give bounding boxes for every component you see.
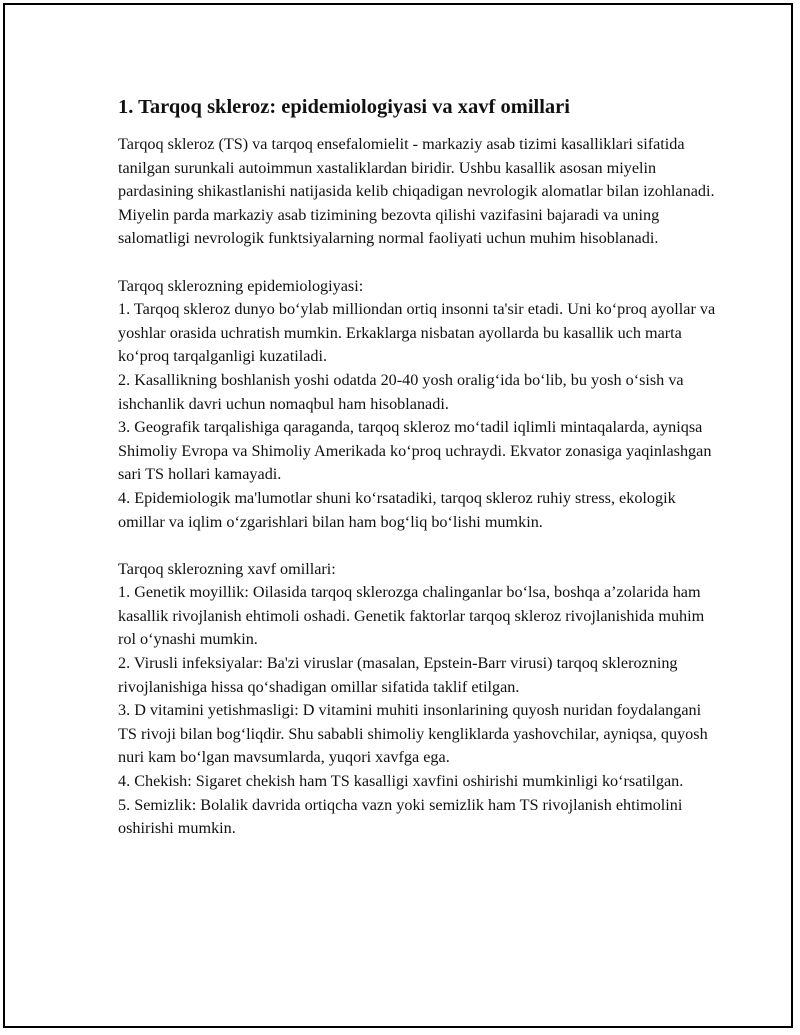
paragraph-gap — [118, 251, 718, 275]
epidemiology-item: 2. Kasallikning boshlanish yoshi odatda 20-40 yosh oralig‘ida bo‘lib, bu yosh o‘sish va ishchanlik davri uchun nomaqbul ham hisoblanadi. — [118, 370, 684, 413]
risk-factor-item: 2. Virusli infeksiyalar: Ba'zi viruslar (masalan, Epstein-Barr virusi) tarqoq sklerozning rivojlanishiga hissa qo‘shadigan omillar sifatida taklif etilgan. — [118, 654, 678, 696]
section-title: 1. Tarqoq skleroz: epidemiologiyasi va xavf omillari — [118, 96, 570, 118]
risk-factor-item: 4. Chekish: Sigaret chekish ham TS kasalligi xavfini oshirishi mumkinligi ko‘rsatilgan. — [118, 772, 684, 791]
epidemiology-item: 1. Tarqoq skleroz dunyo bo‘ylab milliondan ortiq insonni ta'sir etadi. Uni ko‘proq ayollar va yoshlar orasida uchratish mumkin. Erkaklarga nisbatan ayollarda bu kasallik uch marta ko‘proq tarqalganligi kuzatiladi. — [118, 300, 716, 366]
document-body — [118, 94, 718, 841]
paragraph-gap — [118, 534, 718, 558]
risk-factors-heading: Tarqoq sklerozning xavf omillari: — [118, 559, 336, 578]
intro-paragraph: Tarqoq skleroz (TS) va tarqoq ensefalomielit - markaziy asab tizimi kasalliklari sifatida tanilgan surunkali autoimmun xastaliklardan biridir. Ushbu kasallik asosan miyelin pardasining shikastlanishi natijasida kelib chiqadigan nevrologik alomatlar bilan izohlanadi. Miyelin parda markaziy asab tizimining bezovta qilishi vazifasini bajaradi va uning salomatligi nevrologik funktsiyalarning normal faoliyati uchun muhim hisoblanadi. — [118, 135, 715, 248]
epidemiology-item: 4. Epidemiologik ma'lumotlar shuni ko‘rsatadiki, tarqoq skleroz ruhiy stress, ekologik omillar va iqlim o‘zgarishlari bilan ham bog‘liq bo‘lishi mumkin. — [118, 488, 676, 531]
risk-factor-item: 5. Semizlik: Bolalik davrida ortiqcha vazn yoki semizlik ham TS rivojlanish ehtimolini oshirishi mumkin. — [118, 795, 683, 838]
epidemiology-heading: Tarqoq sklerozning epidemiologiyasi: — [118, 276, 364, 295]
risk-factor-item: 3. D vitamini yetishmasligi: D vitamini muhiti insonlarining quyosh nuridan foydalangani TS rivoji bilan bog‘liqdir. Shu sababli shimoliy kengliklarda yashovchilar, ayniqsa, quyosh nuri kam bo‘lgan mavsumlarda, yuqori xavfga ega. — [118, 701, 708, 767]
risk-factor-item: 1. Genetik moyillik: Oilasida tarqoq sklerozga chalinganlar bo‘lsa, boshqa a’zolarida ham kasallik rivojlanish ehtimoli oshadi. Genetik faktorlar tarqoq skleroz rivojlanishida muhim rol o‘ynashi mumkin. — [118, 583, 705, 649]
epidemiology-item: 3. Geografik tarqalishiga qaraganda, tarqoq skleroz mo‘tadil iqlimli mintaqalarda, ayniqsa Shimoliy Evropa va Shimoliy Amerikada ko‘proq uchraydi. Ekvator zonasiga yaqinlashgan sari TS hollari kamayadi. — [118, 418, 712, 484]
